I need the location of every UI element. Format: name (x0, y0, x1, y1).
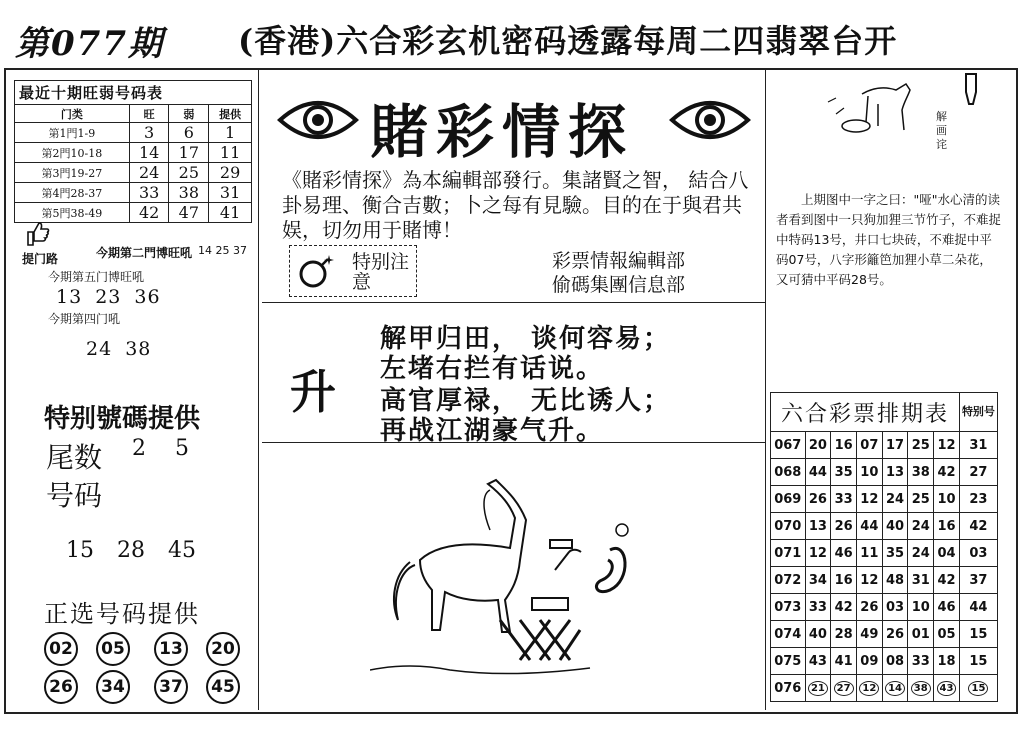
selected-number: 02 (44, 632, 78, 666)
issue-number-cell: 069 (771, 486, 806, 513)
drawn-number-cell: 20 (805, 432, 831, 459)
drawn-number-cell: 43 (805, 648, 831, 675)
drawn-number-cell: 10 (908, 594, 934, 621)
drawn-number-cell: 33 (805, 594, 831, 621)
riddle-text: 上期图中一字之曰："哑"水心清的读者看到图中一只狗加狸三节竹子，不难捉中特码13号，井口七块砖，不难捉中平码07号，八字形籬笆加狸小草二朵花，又可猜中平码28号。 (776, 192, 1002, 287)
cell-hot: 33 (129, 183, 169, 203)
issue-number-cell: 073 (771, 594, 806, 621)
column-header: 弱 (169, 105, 209, 123)
issue-number-cell: 076 (771, 675, 806, 702)
cell-provide: 11 (209, 143, 252, 163)
drawn-number-cell: 44 (805, 459, 831, 486)
drawn-number-cell: 16 (831, 432, 857, 459)
masthead-title: 賭彩情探 (370, 98, 635, 166)
drawn-number-cell: 41 (831, 648, 857, 675)
drawn-number-cell: 09 (856, 648, 882, 675)
drawn-number-cell (856, 675, 882, 702)
table-header-row (771, 393, 998, 432)
poem-line: 解甲归田， 谈何容易； (380, 324, 672, 354)
drawn-number-cell: 11 (856, 540, 882, 567)
drawn-number-cell: 27 (959, 459, 997, 486)
table-row (771, 540, 998, 567)
riddle-picture (776, 74, 926, 136)
drawn-number-cell (882, 675, 908, 702)
headline: (香港)六合彩玄机密码透露每周二四翡翠台开 (238, 22, 898, 60)
drawn-number-cell: 44 (959, 594, 997, 621)
poem-line: 高官厚禄， 无比诱人； (380, 386, 672, 416)
drawn-number-cell: 42 (959, 513, 997, 540)
drawn-number-cell (908, 675, 934, 702)
drawn-number-cell: 15 (959, 621, 997, 648)
issue-number-cell: 075 (771, 648, 806, 675)
column-header: 提供 (209, 105, 252, 123)
table-row (771, 486, 998, 513)
drawn-number-cell: 28 (831, 621, 857, 648)
note-text: 特别注意 (352, 251, 410, 293)
table-row (15, 163, 252, 183)
drawn-number-cell: 26 (831, 513, 857, 540)
drawn-number-cell (805, 675, 831, 702)
drawn-number-cell: 05 (934, 621, 960, 648)
drawn-number-cell: 24 (882, 486, 908, 513)
drawn-number-cell: 46 (831, 540, 857, 567)
issue-label: 第077期 (15, 24, 164, 64)
table-row (771, 459, 998, 486)
drawn-number-cell: 42 (934, 567, 960, 594)
drawn-number-cell: 31 (959, 432, 997, 459)
drawn-number-cell: 38 (908, 459, 934, 486)
drawn-number-cell: 12 (805, 540, 831, 567)
table-row (771, 432, 998, 459)
table-row (771, 675, 998, 702)
drawn-number-cell: 31 (908, 567, 934, 594)
drawn-number-cell: 42 (934, 459, 960, 486)
schedule-body (771, 432, 998, 702)
issue-number-cell: 071 (771, 540, 806, 567)
drawn-number-cell: 26 (805, 486, 831, 513)
drawn-number-cell: 37 (959, 567, 997, 594)
table-row (771, 594, 998, 621)
cell-cold: 25 (169, 163, 209, 183)
drawn-number-cell: 01 (908, 621, 934, 648)
selection-title: 正选号码提供 (44, 600, 200, 628)
table-row (771, 621, 998, 648)
issue-number-cell: 067 (771, 432, 806, 459)
cell-cold: 38 (169, 183, 209, 203)
special-number-header: 特别号 (959, 393, 997, 432)
recent-draws-table (14, 80, 252, 223)
drawn-number: 15 (968, 681, 988, 696)
selected-number: 05 (96, 632, 130, 666)
tail-label: 尾数 (46, 441, 103, 474)
hint-label: 提门路 (22, 252, 59, 266)
drawn-number-cell: 03 (882, 594, 908, 621)
selected-number: 37 (154, 670, 188, 704)
table-row (15, 203, 252, 223)
door2-numbers: 14 25 37 (198, 244, 247, 257)
selected-number: 20 (206, 632, 240, 666)
schedule-title: 六合彩票排期表 (771, 393, 960, 432)
intro-text: 《賭彩情探》為本編輯部發行。集諸賢之智， 結合八卦易理、衡合吉數；卜之每有見驗。目的在于與君共娱，切勿用于賭博！ (282, 168, 749, 242)
issue-number-cell: 070 (771, 513, 806, 540)
drawn-number-cell (831, 675, 857, 702)
eye-icon (668, 92, 752, 148)
selected-number: 34 (96, 670, 130, 704)
issue-number-cell: 072 (771, 567, 806, 594)
table-row (771, 648, 998, 675)
drawn-number-cell: 25 (908, 486, 934, 513)
bomb-icon (296, 252, 336, 290)
door4-numbers: 24 38 (86, 338, 152, 360)
column-header: 门类 (15, 105, 130, 123)
cell-cold: 47 (169, 203, 209, 223)
drawn-number-cell: 46 (934, 594, 960, 621)
drawn-number-cell: 35 (831, 459, 857, 486)
table-header-row (15, 105, 252, 123)
cell-provide: 29 (209, 163, 252, 183)
row-label: 第5門38-49 (15, 203, 130, 223)
drawn-number: 14 (885, 681, 905, 696)
drawn-number-cell: 44 (856, 513, 882, 540)
cell-hot: 42 (129, 203, 169, 223)
cell-provide: 1 (209, 123, 252, 143)
column-divider-left (258, 68, 259, 710)
key-character: 升 (290, 365, 336, 419)
drawn-number-cell: 12 (856, 567, 882, 594)
drawn-number-cell: 15 (959, 648, 997, 675)
drawn-number: 38 (911, 681, 931, 696)
drawn-number-cell: 16 (934, 513, 960, 540)
recent-table-caption: 最近十期旺弱号码表 (14, 80, 252, 104)
issue-number-cell: 074 (771, 621, 806, 648)
poem-line: 左堵右拦有话说。 (380, 354, 605, 384)
poem-line: 再战江湖豪气升。 (380, 416, 605, 446)
selected-number: 13 (154, 632, 188, 666)
special-numbers-title: 特别號碼提供 (44, 404, 201, 434)
tail-values: 2 5 (132, 436, 189, 461)
cell-cold: 17 (169, 143, 209, 163)
door2-text: 今期第二門博旺吼 (96, 246, 193, 260)
draw-schedule-table (770, 392, 998, 702)
drawn-number: 21 (808, 681, 828, 696)
drawn-number-cell: 13 (882, 459, 908, 486)
drawn-number-cell: 26 (856, 594, 882, 621)
section-divider (262, 442, 765, 443)
cell-provide: 31 (209, 183, 252, 203)
drawn-number-cell: 03 (959, 540, 997, 567)
drawn-number-cell: 23 (959, 486, 997, 513)
drawn-number-cell: 33 (831, 486, 857, 513)
drawn-number-cell: 40 (882, 513, 908, 540)
column-divider-right (765, 68, 766, 710)
department-2: 偷碼集團信息部 (552, 274, 686, 296)
column-header: 旺 (129, 105, 169, 123)
eye-icon (276, 92, 360, 148)
cell-hot: 3 (129, 123, 169, 143)
section-divider (262, 302, 765, 303)
horse-illustration (370, 470, 670, 680)
door5-numbers: 13 23 36 (56, 286, 161, 308)
table-row (15, 143, 252, 163)
thumbs-up-icon (24, 220, 50, 248)
drawn-number-cell: 04 (934, 540, 960, 567)
row-label: 第2門10-18 (15, 143, 130, 163)
code-values: 15 28 45 (66, 538, 196, 563)
drawn-number-cell: 10 (856, 459, 882, 486)
issue-number-cell: 068 (771, 459, 806, 486)
row-label: 第4門28-37 (15, 183, 130, 203)
drawn-number-cell: 12 (934, 432, 960, 459)
department-1: 彩票情報編輯部 (552, 250, 686, 272)
drawn-number-cell: 18 (934, 648, 960, 675)
drawn-number-cell: 33 (908, 648, 934, 675)
drawn-number-cell (959, 675, 997, 702)
table-row (15, 123, 252, 143)
drawn-number: 27 (834, 681, 854, 696)
drawn-number-cell: 13 (805, 513, 831, 540)
title-bar (0, 0, 1024, 68)
drawn-number-cell: 12 (856, 486, 882, 513)
drawn-number-cell: 40 (805, 621, 831, 648)
drawn-number-cell (934, 675, 960, 702)
drawn-number-cell: 48 (882, 567, 908, 594)
drawn-number: 43 (937, 681, 957, 696)
code-label: 号码 (46, 479, 103, 512)
cell-provide: 41 (209, 203, 252, 223)
drawn-number-cell: 16 (831, 567, 857, 594)
drawn-number-cell: 35 (882, 540, 908, 567)
cell-hot: 24 (129, 163, 169, 183)
selected-number: 26 (44, 670, 78, 704)
drawn-number-cell: 07 (856, 432, 882, 459)
riddle-label: 解画诧 (936, 110, 947, 151)
table-row (771, 513, 998, 540)
drawn-number-cell: 42 (831, 594, 857, 621)
pointing-hand-icon (958, 72, 984, 108)
drawn-number-cell: 24 (908, 540, 934, 567)
drawn-number-cell: 08 (882, 648, 908, 675)
drawn-number: 12 (859, 681, 879, 696)
cell-cold: 6 (169, 123, 209, 143)
drawn-number-cell: 34 (805, 567, 831, 594)
drawn-number-cell: 25 (908, 432, 934, 459)
drawn-number-cell: 24 (908, 513, 934, 540)
table-row (771, 567, 998, 594)
selected-number: 45 (206, 670, 240, 704)
drawn-number-cell: 26 (882, 621, 908, 648)
row-label: 第1門1-9 (15, 123, 130, 143)
drawn-number-cell: 17 (882, 432, 908, 459)
cell-hot: 14 (129, 143, 169, 163)
row-label: 第3門19-27 (15, 163, 130, 183)
drawn-number-cell: 10 (934, 486, 960, 513)
table-row (15, 183, 252, 203)
drawn-number-cell: 49 (856, 621, 882, 648)
door5-text: 今期第五门博旺吼 (48, 270, 145, 284)
door4-text: 今期第四门吼 (48, 312, 121, 326)
